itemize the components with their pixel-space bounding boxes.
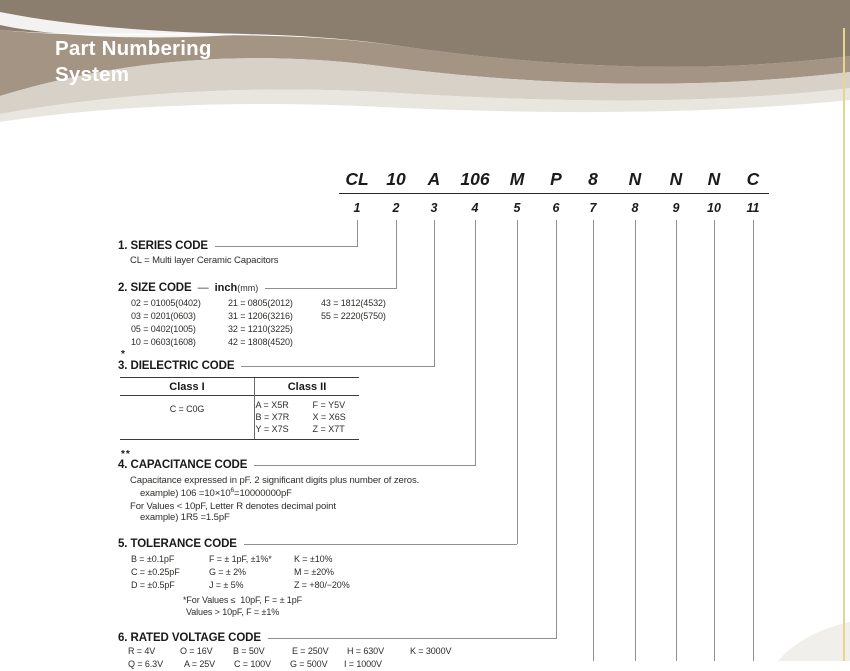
capacitance-example-1-base: example) 106 =10×10 bbox=[140, 488, 231, 500]
page-header bbox=[0, 0, 850, 125]
page-title-line1: Part Numbering bbox=[55, 37, 212, 60]
tolerance-code-entry: C = ±0.25pF bbox=[131, 567, 180, 577]
voltage-code-entry: R = 4V bbox=[128, 646, 156, 656]
section-title-text: CAPACITANCE CODE bbox=[130, 459, 248, 471]
connector-rule bbox=[215, 246, 358, 247]
part-code-letter: N bbox=[628, 169, 642, 189]
size-code-entry: 55 = 2220(5750) bbox=[321, 311, 386, 321]
part-code-position: 3 bbox=[430, 201, 438, 215]
tolerance-code-table bbox=[131, 553, 350, 592]
voltage-code-entry: K = 3000V bbox=[410, 646, 452, 656]
voltage-code-entry: C = 100V bbox=[234, 659, 271, 669]
section-dielectric-code-title bbox=[118, 359, 435, 373]
size-code-table bbox=[131, 297, 386, 349]
section-title-text: TOLERANCE CODE bbox=[130, 538, 237, 550]
capacitance-example-1 bbox=[140, 487, 292, 499]
voltage-code-row bbox=[128, 645, 451, 658]
section-title-text: SIZE CODE bbox=[130, 282, 192, 294]
size-code-entry: 21 = 0805(2012) bbox=[228, 298, 293, 308]
voltage-code-entry: E = 250V bbox=[292, 646, 329, 656]
capacitance-footnote-star: ** bbox=[121, 449, 131, 460]
part-code-position: 10 bbox=[707, 201, 721, 215]
voltage-code-entry: B = 50V bbox=[233, 646, 265, 656]
dielectric-class1-value-cell bbox=[120, 396, 254, 439]
page-edge-gold-line bbox=[843, 28, 845, 661]
section-number: 6. bbox=[118, 632, 131, 644]
part-code-position: 4 bbox=[471, 201, 479, 215]
part-code-position: 8 bbox=[631, 201, 639, 215]
voltage-code-entry: G = 500V bbox=[290, 659, 328, 669]
capacitance-example-1-exponent: 6 bbox=[230, 487, 235, 494]
tolerance-code-entry: G = ± 2% bbox=[209, 567, 246, 577]
section-number: 5. bbox=[118, 538, 131, 550]
section-number: 3. bbox=[118, 360, 131, 372]
size-unit-mm: (mm) bbox=[237, 283, 259, 293]
dielectric-class2-values bbox=[255, 396, 359, 439]
part-code-divider-rule bbox=[339, 193, 769, 194]
size-code-entry: 43 = 1812(4532) bbox=[321, 298, 386, 308]
voltage-code-entry: I = 1000V bbox=[344, 659, 382, 669]
dielectric-class1-column bbox=[120, 378, 255, 439]
tolerance-code-entry: K = ±10% bbox=[294, 554, 333, 564]
part-code-letter: 106 bbox=[460, 169, 490, 189]
dielectric-code-entry: Y = X7S bbox=[255, 424, 289, 434]
part-code-letter: C bbox=[746, 169, 760, 189]
tolerance-code-entry: M = ±20% bbox=[294, 567, 334, 577]
part-code-letter: 8 bbox=[588, 169, 598, 189]
page-title-line2: System bbox=[55, 63, 130, 86]
tolerance-code-row bbox=[131, 566, 350, 579]
capacitance-example-2: example) 1R5 =1.5pF bbox=[140, 512, 230, 523]
dielectric-code-row bbox=[255, 399, 359, 411]
connector-rule bbox=[241, 366, 435, 367]
size-code-entry: 10 = 0603(1608) bbox=[131, 337, 196, 347]
part-code-position: 9 bbox=[672, 201, 680, 215]
dielectric-code-entry: B = X7R bbox=[255, 412, 290, 422]
tolerance-footnote-1: *For Values ≤ 10pF, F = ± 1pF bbox=[183, 595, 303, 605]
tolerance-code-row bbox=[131, 553, 350, 566]
dielectric-code-entry: C = C0G bbox=[169, 404, 205, 414]
connector-rule bbox=[265, 288, 397, 289]
size-code-entry: 03 = 0201(0603) bbox=[131, 311, 196, 321]
section-number: 2. bbox=[118, 282, 131, 294]
dielectric-class-table bbox=[120, 377, 359, 440]
dielectric-code-row bbox=[255, 411, 359, 423]
part-code-letter: N bbox=[707, 169, 721, 189]
section-capacitance-code-title bbox=[118, 458, 476, 472]
size-unit-dash: — bbox=[197, 282, 209, 294]
dielectric-code-entry: A = X5R bbox=[255, 400, 289, 410]
dielectric-code-row bbox=[255, 423, 359, 435]
size-code-row bbox=[131, 336, 386, 349]
section-tolerance-code-title bbox=[118, 537, 517, 551]
capacitance-example-1-result: =10000000pF bbox=[234, 488, 292, 500]
tolerance-footnote-2: Values > 10pF, F = ±1% bbox=[186, 607, 280, 617]
size-code-entry: 32 = 1210(3225) bbox=[228, 324, 293, 334]
voltage-code-entry: H = 630V bbox=[347, 646, 384, 656]
section-title-text: DIELECTRIC CODE bbox=[130, 360, 235, 372]
tolerance-code-row bbox=[131, 579, 350, 592]
section-number: 1. bbox=[118, 240, 131, 252]
size-code-row bbox=[131, 297, 386, 310]
section-series-code-title bbox=[118, 239, 358, 253]
size-code-row bbox=[131, 323, 386, 336]
size-code-entry: 02 = 01005(0402) bbox=[131, 298, 201, 308]
part-code-position: 7 bbox=[589, 201, 597, 215]
tolerance-code-entry: B = ±0.1pF bbox=[131, 554, 175, 564]
part-code-letter: CL bbox=[345, 169, 369, 189]
section-rated-voltage-code-title bbox=[118, 631, 557, 645]
part-code-position: 2 bbox=[392, 201, 400, 215]
connector-rule bbox=[268, 638, 557, 639]
capacitance-description-1: Capacitance expressed in pF. 2 significant digits plus number of zeros. bbox=[130, 475, 420, 486]
size-code-entry: 42 = 1808(4520) bbox=[228, 337, 293, 347]
part-code-position: 11 bbox=[746, 201, 760, 215]
part-code-position: 1 bbox=[353, 201, 361, 215]
size-code-entry: 31 = 1206(3216) bbox=[228, 311, 293, 321]
tolerance-code-entry: D = ±0.5pF bbox=[131, 580, 175, 590]
corner-wave-decoration bbox=[760, 616, 850, 661]
part-code-letter: M bbox=[509, 169, 525, 189]
voltage-code-entry: Q = 6.3V bbox=[128, 659, 163, 669]
size-code-entry: 05 = 0402(1005) bbox=[131, 324, 196, 334]
dielectric-class2-header: Class II bbox=[255, 378, 359, 396]
voltage-code-entry: A = 25V bbox=[184, 659, 216, 669]
size-unit-inch: inch bbox=[214, 282, 238, 294]
dielectric-code-entry: Z = X7T bbox=[312, 424, 345, 434]
section-title-text: RATED VOLTAGE CODE bbox=[130, 632, 261, 644]
dielectric-class2-column bbox=[255, 378, 359, 439]
connector-rule bbox=[244, 544, 517, 545]
voltage-code-entry: O = 16V bbox=[180, 646, 213, 656]
part-code-letter: 10 bbox=[386, 169, 406, 189]
part-code-letter: N bbox=[669, 169, 683, 189]
capacitance-description-2: For Values < 10pF, Letter R denotes decimal point bbox=[130, 501, 336, 512]
connector-rule bbox=[254, 465, 476, 466]
dielectric-code-entry: F = Y5V bbox=[312, 400, 346, 410]
part-code-position: 5 bbox=[513, 201, 521, 215]
part-code-position: 6 bbox=[552, 201, 560, 215]
series-code-description: CL = Multi layer Ceramic Capacitors bbox=[130, 255, 279, 266]
section-title-text: SERIES CODE bbox=[130, 240, 209, 252]
section-number: 4. bbox=[118, 459, 131, 471]
voltage-code-row-partial bbox=[128, 658, 382, 671]
section-size-code-title bbox=[118, 281, 397, 295]
dielectric-footnote-star: * bbox=[121, 349, 126, 360]
dielectric-class1-header: Class I bbox=[120, 378, 254, 396]
tolerance-code-entry: F = ± 1pF, ±1%* bbox=[209, 554, 272, 564]
size-code-row bbox=[131, 310, 386, 323]
tolerance-code-entry: Z = +80/−20% bbox=[294, 580, 350, 590]
tolerance-code-entry: J = ± 5% bbox=[209, 580, 244, 590]
page-title bbox=[55, 36, 212, 88]
part-code-letter: P bbox=[550, 169, 562, 189]
dielectric-code-entry: X = X6S bbox=[312, 412, 346, 422]
part-code-letter: A bbox=[427, 169, 441, 189]
